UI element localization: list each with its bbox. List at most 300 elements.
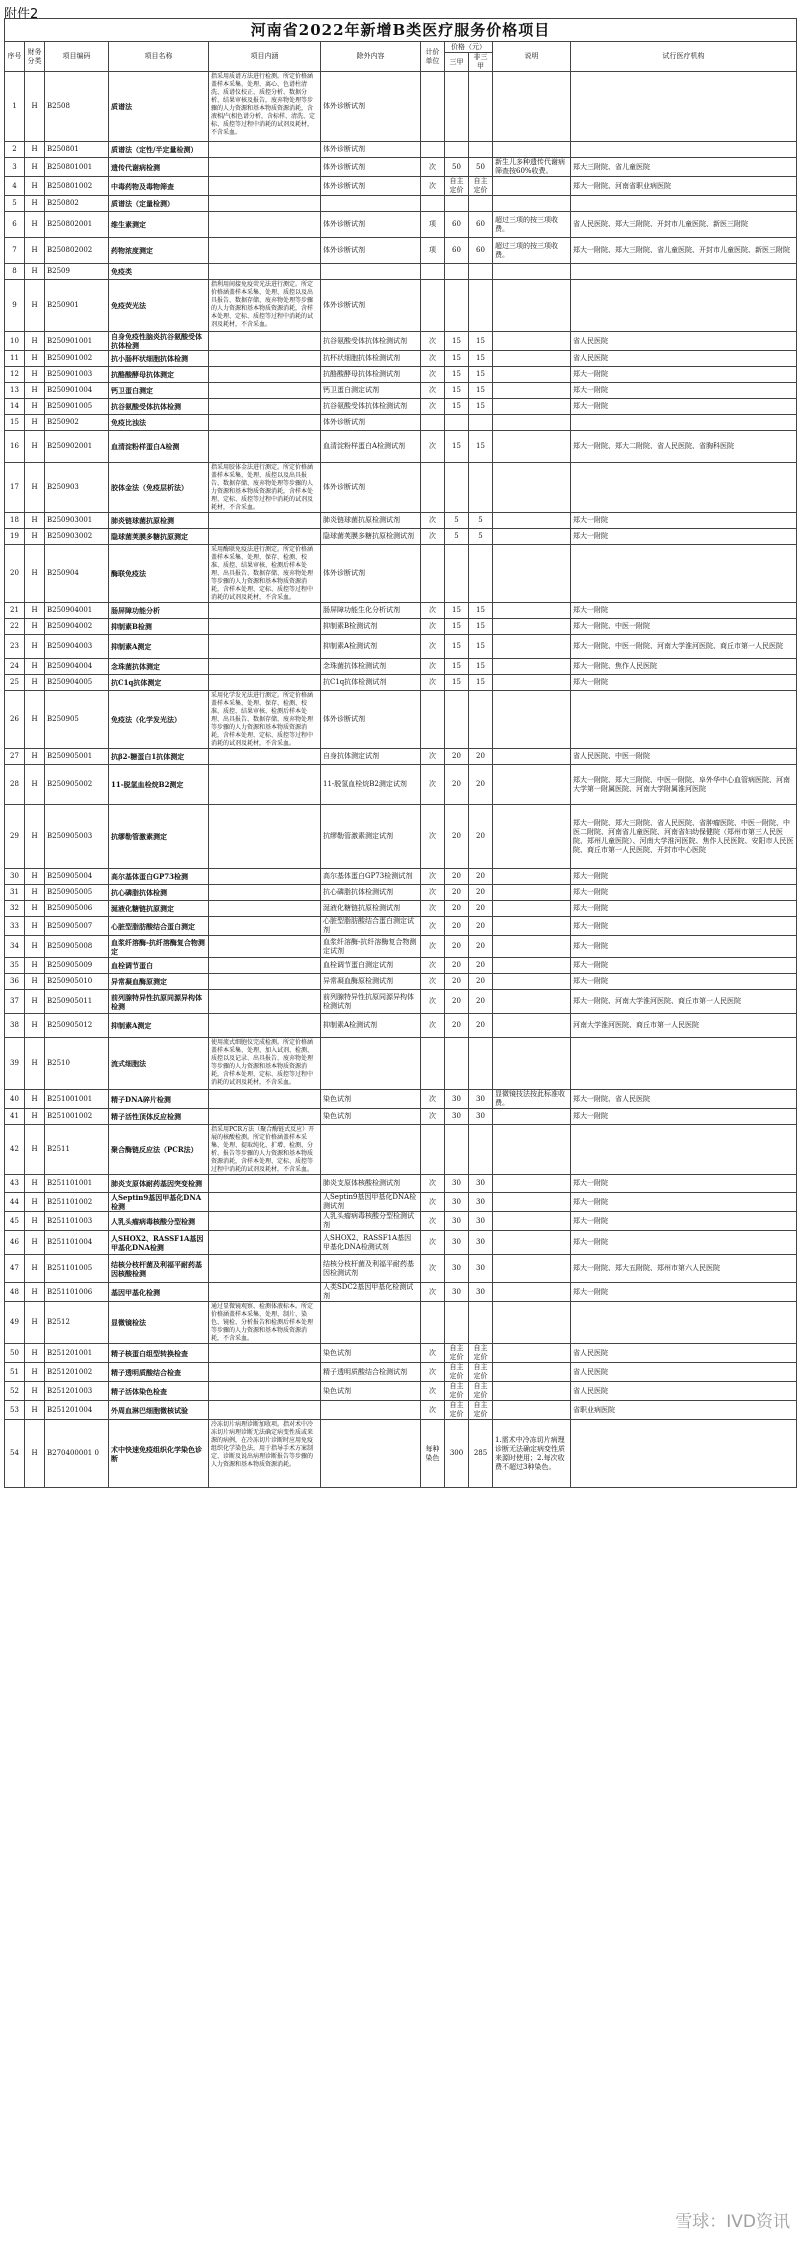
cell-note <box>493 749 571 765</box>
cell-p3: 20 <box>445 1014 469 1038</box>
cell-note <box>493 958 571 974</box>
cell-excl <box>321 1401 421 1420</box>
cell-name: 隐球菌荚膜多糖抗原测定 <box>109 529 209 545</box>
cell-org <box>571 142 797 158</box>
cell-no: 11 <box>5 351 25 367</box>
cell-cat: H <box>25 545 45 603</box>
table-row <box>5 635 797 659</box>
table-row <box>5 280 797 332</box>
cell-org <box>571 72 797 142</box>
cell-note <box>493 1382 571 1401</box>
cell-p3: 15 <box>445 399 469 415</box>
cell-excl <box>321 1038 421 1090</box>
table-row <box>5 351 797 367</box>
cell-code: B250802001 <box>45 212 109 238</box>
cell-excl: 体外诊断试剂 <box>321 463 421 513</box>
table-row <box>5 1344 797 1363</box>
cell-pn: 15 <box>469 431 493 463</box>
cell-content <box>209 1014 321 1038</box>
cell-p3 <box>445 691 469 749</box>
cell-name: 维生素测定 <box>109 212 209 238</box>
cell-pn: 20 <box>469 765 493 805</box>
cell-org <box>571 1302 797 1344</box>
cell-unit: 次 <box>421 659 445 675</box>
page-title: 河南省2022年新增B类医疗服务价格项目 <box>5 19 797 42</box>
cell-cat: H <box>25 1255 45 1283</box>
cell-name: 术中快速免疫组织化学染色诊断 <box>109 1420 209 1488</box>
cell-p3: 30 <box>445 1090 469 1109</box>
cell-note <box>493 367 571 383</box>
cell-no: 21 <box>5 603 25 619</box>
cell-unit: 次 <box>421 990 445 1014</box>
cell-code: B251001001 <box>45 1090 109 1109</box>
cell-pn: 15 <box>469 351 493 367</box>
cell-cat: H <box>25 1038 45 1090</box>
cell-content <box>209 885 321 901</box>
table-row <box>5 196 797 212</box>
cell-unit <box>421 1302 445 1344</box>
cell-no: 12 <box>5 367 25 383</box>
cell-pn: 20 <box>469 936 493 958</box>
cell-excl: 染色试剂 <box>321 1090 421 1109</box>
table-row <box>5 675 797 691</box>
table-row <box>5 1231 797 1255</box>
cell-no: 41 <box>5 1109 25 1125</box>
cell-p3: 20 <box>445 869 469 885</box>
cell-no: 33 <box>5 917 25 936</box>
cell-pn <box>469 142 493 158</box>
table-row <box>5 691 797 749</box>
cell-note <box>493 399 571 415</box>
cell-pn <box>469 545 493 603</box>
cell-code: B250905012 <box>45 1014 109 1038</box>
cell-content: 采用化学发光法进行测定。所定价格涵盖样本采集、处理、保存、检测、校准、质控、结果审核、检测后样本处理、出具报告、数据存储、废弃物处理等步骤的人力资源和基本物质资源消耗，含样本处理、定标、质控等过程中消耗的试剂及耗材，不含采血。 <box>209 691 321 749</box>
cell-code: B251201004 <box>45 1401 109 1420</box>
cell-content: 通过显微镜观察、检测体液标本。所定价格涵盖样本采集、处理、制片、染色、镜检、分析报告和检测后样本处理等步骤的人力资源和基本物质资源消耗，不含采血。 <box>209 1302 321 1344</box>
cell-name: 血浆纤溶酶-抗纤溶酶复合物测定 <box>109 936 209 958</box>
cell-org: 郑大一附院 <box>571 1175 797 1193</box>
cell-unit <box>421 1125 445 1175</box>
header-cat: 财务分类 <box>25 42 45 72</box>
cell-no: 32 <box>5 901 25 917</box>
cell-note <box>493 936 571 958</box>
cell-code: B250901004 <box>45 383 109 399</box>
cell-unit <box>421 72 445 142</box>
cell-pn: 60 <box>469 212 493 238</box>
cell-no: 51 <box>5 1363 25 1382</box>
cell-org: 郑大一附院 <box>571 1212 797 1231</box>
cell-note <box>493 1231 571 1255</box>
cell-org <box>571 545 797 603</box>
cell-unit <box>421 280 445 332</box>
cell-unit: 次 <box>421 332 445 351</box>
cell-note <box>493 1344 571 1363</box>
cell-cat: H <box>25 619 45 635</box>
cell-no: 46 <box>5 1231 25 1255</box>
cell-name: 抑制素A测定 <box>109 1014 209 1038</box>
cell-code: B250905002 <box>45 765 109 805</box>
cell-note <box>493 1175 571 1193</box>
cell-cat: H <box>25 974 45 990</box>
cell-code: B250904004 <box>45 659 109 675</box>
table-row <box>5 990 797 1014</box>
cell-org: 郑大一附院 <box>571 936 797 958</box>
cell-code: B250902001 <box>45 431 109 463</box>
cell-note <box>493 1014 571 1038</box>
cell-content <box>209 659 321 675</box>
cell-note: 超过三项的按三项收费。 <box>493 212 571 238</box>
cell-note <box>493 885 571 901</box>
cell-code: B250904 <box>45 545 109 603</box>
cell-content: 指利用间接免疫荧光法进行测定。所定价格涵盖样本采集、处理、质控以及出具报告、数据存储、废弃物处理等步骤的人力资源和基本物质资源消耗，含样本处理、定标、质控等过程中消耗的试剂及耗材，不含采血。 <box>209 280 321 332</box>
cell-excl: 抗心磷脂抗体检测试剂 <box>321 885 421 901</box>
cell-cat: H <box>25 1420 45 1488</box>
table-row <box>5 805 797 869</box>
cell-unit: 次 <box>421 885 445 901</box>
cell-content <box>209 212 321 238</box>
table-row <box>5 1283 797 1302</box>
cell-note <box>493 545 571 603</box>
cell-unit: 项 <box>421 238 445 264</box>
cell-unit: 次 <box>421 513 445 529</box>
cell-pn: 5 <box>469 513 493 529</box>
cell-unit: 次 <box>421 901 445 917</box>
cell-content <box>209 1175 321 1193</box>
cell-code: B250905006 <box>45 901 109 917</box>
cell-no: 22 <box>5 619 25 635</box>
cell-excl: 人SHOX2、RASSF1A基因甲基化DNA检测试剂 <box>321 1231 421 1255</box>
cell-cat: H <box>25 513 45 529</box>
cell-content <box>209 332 321 351</box>
cell-note <box>493 805 571 869</box>
cell-org: 郑大一附院 <box>571 1283 797 1302</box>
header-p3: 三甲 <box>445 53 469 72</box>
cell-content <box>209 367 321 383</box>
cell-excl: 心脏型脂肪酸结合蛋白测定试剂 <box>321 917 421 936</box>
cell-p3: 15 <box>445 619 469 635</box>
cell-p3: 60 <box>445 238 469 264</box>
attachment-label: 附件2 <box>4 7 39 22</box>
cell-excl: 涎液化糖链抗原检测试剂 <box>321 901 421 917</box>
cell-code: B250905010 <box>45 974 109 990</box>
cell-no: 8 <box>5 264 25 280</box>
cell-content <box>209 936 321 958</box>
table-row <box>5 885 797 901</box>
cell-excl: 染色试剂 <box>321 1109 421 1125</box>
cell-note: 新生儿多种遗传代谢病筛查按60%收费。 <box>493 158 571 177</box>
cell-unit: 次 <box>421 1363 445 1382</box>
cell-cat: H <box>25 1193 45 1212</box>
cell-org: 省人民医院 <box>571 332 797 351</box>
cell-code: B270400001 0 <box>45 1420 109 1488</box>
cell-pn <box>469 264 493 280</box>
cell-cat: H <box>25 351 45 367</box>
cell-p3: 20 <box>445 958 469 974</box>
cell-content <box>209 958 321 974</box>
cell-cat: H <box>25 72 45 142</box>
cell-org <box>571 280 797 332</box>
cell-content <box>209 869 321 885</box>
cell-p3: 5 <box>445 513 469 529</box>
cell-org: 郑大一附院、中医一附院 <box>571 619 797 635</box>
cell-p3: 自主定价 <box>445 177 469 196</box>
cell-no: 26 <box>5 691 25 749</box>
cell-name: 抗β2-糖蛋白1抗体测定 <box>109 749 209 765</box>
cell-no: 9 <box>5 280 25 332</box>
cell-note <box>493 1255 571 1283</box>
cell-cat: H <box>25 367 45 383</box>
cell-excl: 体外诊断试剂 <box>321 691 421 749</box>
cell-excl: 抗缪勒管激素测定试剂 <box>321 805 421 869</box>
cell-p3: 30 <box>445 1283 469 1302</box>
cell-cat: H <box>25 990 45 1014</box>
cell-cat: H <box>25 1401 45 1420</box>
cell-no: 39 <box>5 1038 25 1090</box>
cell-unit: 次 <box>421 974 445 990</box>
cell-note <box>493 619 571 635</box>
cell-pn: 15 <box>469 675 493 691</box>
cell-pn: 285 <box>469 1420 493 1488</box>
cell-p3: 5 <box>445 529 469 545</box>
cell-org: 省人民医院 <box>571 1363 797 1382</box>
cell-unit: 次 <box>421 177 445 196</box>
table-row <box>5 1038 797 1090</box>
cell-p3 <box>445 1125 469 1175</box>
cell-cat: H <box>25 1283 45 1302</box>
cell-p3 <box>445 463 469 513</box>
cell-excl: 人类SDC2基因甲基化检测试剂 <box>321 1283 421 1302</box>
cell-no: 5 <box>5 196 25 212</box>
cell-pn <box>469 463 493 513</box>
cell-pn: 20 <box>469 749 493 765</box>
cell-cat: H <box>25 603 45 619</box>
table-row <box>5 177 797 196</box>
cell-name: 精子透明质酸结合检查 <box>109 1363 209 1382</box>
cell-org: 省人民医院 <box>571 1382 797 1401</box>
table-row <box>5 1109 797 1125</box>
cell-pn: 5 <box>469 529 493 545</box>
cell-unit: 次 <box>421 1401 445 1420</box>
header-name: 项目名称 <box>109 42 209 72</box>
cell-note: 显微镜技法按此标准收费。 <box>493 1090 571 1109</box>
cell-no: 53 <box>5 1401 25 1420</box>
cell-name: 药物浓度测定 <box>109 238 209 264</box>
cell-content <box>209 765 321 805</box>
cell-no: 6 <box>5 212 25 238</box>
cell-pn: 15 <box>469 399 493 415</box>
cell-note <box>493 901 571 917</box>
table-row <box>5 869 797 885</box>
cell-excl: 血浆纤溶酶-抗纤溶酶复合物测定试剂 <box>321 936 421 958</box>
cell-note: 超过三项的按三项收费。 <box>493 238 571 264</box>
cell-no: 20 <box>5 545 25 603</box>
cell-unit: 次 <box>421 431 445 463</box>
cell-unit: 次 <box>421 1090 445 1109</box>
cell-content <box>209 196 321 212</box>
cell-content <box>209 917 321 936</box>
cell-code: B250905008 <box>45 936 109 958</box>
cell-org: 郑大一附院、河南省职业病医院 <box>571 177 797 196</box>
cell-code: B250802 <box>45 196 109 212</box>
cell-name: 涎液化糖链抗原测定 <box>109 901 209 917</box>
cell-cat: H <box>25 238 45 264</box>
cell-content <box>209 158 321 177</box>
cell-content <box>209 351 321 367</box>
cell-pn: 自主定价 <box>469 1401 493 1420</box>
cell-org: 郑大三附院、省儿童医院 <box>571 158 797 177</box>
cell-cat: H <box>25 885 45 901</box>
cell-name: 免疫比浊法 <box>109 415 209 431</box>
cell-code: B250905003 <box>45 805 109 869</box>
table-row <box>5 545 797 603</box>
cell-name: 抗谷氨酸受体抗体检测 <box>109 399 209 415</box>
cell-p3 <box>445 142 469 158</box>
cell-p3 <box>445 72 469 142</box>
table-row <box>5 142 797 158</box>
cell-content <box>209 1109 321 1125</box>
cell-no: 50 <box>5 1344 25 1363</box>
cell-p3: 300 <box>445 1420 469 1488</box>
cell-cat: H <box>25 431 45 463</box>
cell-name: 抑制素B检测 <box>109 619 209 635</box>
cell-org: 郑大一附院 <box>571 367 797 383</box>
table-row <box>5 1420 797 1488</box>
cell-code: B250904001 <box>45 603 109 619</box>
cell-excl: 念珠菌抗体检测试剂 <box>321 659 421 675</box>
cell-unit: 次 <box>421 1109 445 1125</box>
cell-name: 血栓调节蛋白 <box>109 958 209 974</box>
cell-p3 <box>445 1038 469 1090</box>
cell-content: 冷冻切片病理诊断加收项。指对术中冷冻切片病理诊断无法确定病变性质或来源的病例，在冷冻切片诊断时应用免疫组织化学染色法，用于指导手术方案制定、诊断及说出病理诊断报告等步骤的人力资源和基本物质资源消耗。 <box>209 1420 321 1488</box>
cell-note <box>493 659 571 675</box>
price-table <box>4 18 797 1488</box>
cell-excl: 钙卫蛋白测定试剂 <box>321 383 421 399</box>
cell-unit <box>421 545 445 603</box>
cell-unit: 次 <box>421 869 445 885</box>
cell-note <box>493 1302 571 1344</box>
cell-note <box>493 1193 571 1212</box>
table-row <box>5 399 797 415</box>
cell-content <box>209 1344 321 1363</box>
cell-no: 45 <box>5 1212 25 1231</box>
cell-pn: 20 <box>469 901 493 917</box>
table-row <box>5 1255 797 1283</box>
cell-name: 自身免疫性脑炎抗谷氨酸受体抗体检测 <box>109 332 209 351</box>
cell-pn <box>469 1302 493 1344</box>
cell-cat: H <box>25 1302 45 1344</box>
cell-unit: 次 <box>421 351 445 367</box>
cell-name: 遗传代谢病检测 <box>109 158 209 177</box>
cell-name: 胶体金法（免疫层析法） <box>109 463 209 513</box>
cell-name: 念珠菌抗体测定 <box>109 659 209 675</box>
cell-pn: 20 <box>469 917 493 936</box>
cell-note <box>493 280 571 332</box>
cell-excl: 异常凝血酶原检测试剂 <box>321 974 421 990</box>
cell-p3: 15 <box>445 659 469 675</box>
cell-content <box>209 990 321 1014</box>
cell-p3: 20 <box>445 936 469 958</box>
cell-unit: 次 <box>421 1014 445 1038</box>
cell-pn: 20 <box>469 885 493 901</box>
cell-name: 免疫荧光法 <box>109 280 209 332</box>
cell-cat: H <box>25 1344 45 1363</box>
cell-content <box>209 603 321 619</box>
cell-note <box>493 513 571 529</box>
cell-excl: 体外诊断试剂 <box>321 177 421 196</box>
cell-excl: 肺炎链球菌抗原检测试剂 <box>321 513 421 529</box>
cell-cat: H <box>25 869 45 885</box>
cell-cat: H <box>25 917 45 936</box>
cell-pn: 15 <box>469 367 493 383</box>
table-row <box>5 332 797 351</box>
cell-excl: 肠屏障功能生化分析试剂 <box>321 603 421 619</box>
cell-note <box>493 529 571 545</box>
cell-content: 指采用PCR方法（聚合酶链式反应）开展的核酸检测。所定价格涵盖样本采集、处理、提取纯化、扩增、检测、分析、报告等步骤的人力资源和基本物质资源消耗，含样本处理、定标、质控等过程中消耗的试剂及耗材，不含采血。 <box>209 1125 321 1175</box>
cell-pn: 15 <box>469 603 493 619</box>
cell-cat: H <box>25 415 45 431</box>
cell-unit: 次 <box>421 383 445 399</box>
cell-unit: 次 <box>421 958 445 974</box>
cell-cat: H <box>25 659 45 675</box>
cell-name: 前列腺特异性抗原同源异构体检测 <box>109 990 209 1014</box>
cell-p3: 50 <box>445 158 469 177</box>
cell-content <box>209 1255 321 1283</box>
cell-org <box>571 415 797 431</box>
cell-no: 49 <box>5 1302 25 1344</box>
cell-note <box>493 177 571 196</box>
cell-pn: 60 <box>469 238 493 264</box>
cell-excl: 高尔基体蛋白GP73检测试剂 <box>321 869 421 885</box>
table-row <box>5 72 797 142</box>
cell-cat: H <box>25 1125 45 1175</box>
cell-p3: 15 <box>445 603 469 619</box>
cell-note <box>493 675 571 691</box>
cell-content <box>209 399 321 415</box>
cell-code: B250901 <box>45 280 109 332</box>
cell-code: B251101002 <box>45 1193 109 1212</box>
cell-code: B251201002 <box>45 1363 109 1382</box>
cell-code: B2509 <box>45 264 109 280</box>
cell-code: B250801 <box>45 142 109 158</box>
cell-pn <box>469 72 493 142</box>
cell-pn: 30 <box>469 1255 493 1283</box>
cell-note <box>493 72 571 142</box>
cell-cat: H <box>25 765 45 805</box>
cell-no: 13 <box>5 383 25 399</box>
cell-content <box>209 1382 321 1401</box>
cell-excl: 体外诊断试剂 <box>321 212 421 238</box>
cell-code: B250905007 <box>45 917 109 936</box>
cell-p3: 自主定价 <box>445 1344 469 1363</box>
cell-org: 郑大一附院、焦作人民医院 <box>571 659 797 675</box>
cell-org <box>571 264 797 280</box>
cell-cat: H <box>25 675 45 691</box>
cell-excl: 抗谷氨酸受体抗体检测试剂 <box>321 332 421 351</box>
cell-org: 郑大一附院 <box>571 885 797 901</box>
cell-p3 <box>445 280 469 332</box>
cell-code: B251001002 <box>45 1109 109 1125</box>
cell-note <box>493 463 571 513</box>
table-row <box>5 1212 797 1231</box>
cell-org: 省人民医院、郑大三附院、开封市儿童医院、新医三附院 <box>571 212 797 238</box>
table-row <box>5 383 797 399</box>
cell-org: 郑大一附院 <box>571 399 797 415</box>
cell-content: 使用流式细胞仪完成检测。所定价格涵盖样本采集、处理、加入试剂、检测、质控以及记录、出具报告、废弃物处理等步骤的人力资源和基本物质资源消耗，含样本处理、定标、质控等过程中消耗的试剂及耗材，不含采血。 <box>209 1038 321 1090</box>
cell-unit: 次 <box>421 1283 445 1302</box>
cell-no: 47 <box>5 1255 25 1283</box>
cell-cat: H <box>25 158 45 177</box>
cell-org <box>571 1420 797 1488</box>
